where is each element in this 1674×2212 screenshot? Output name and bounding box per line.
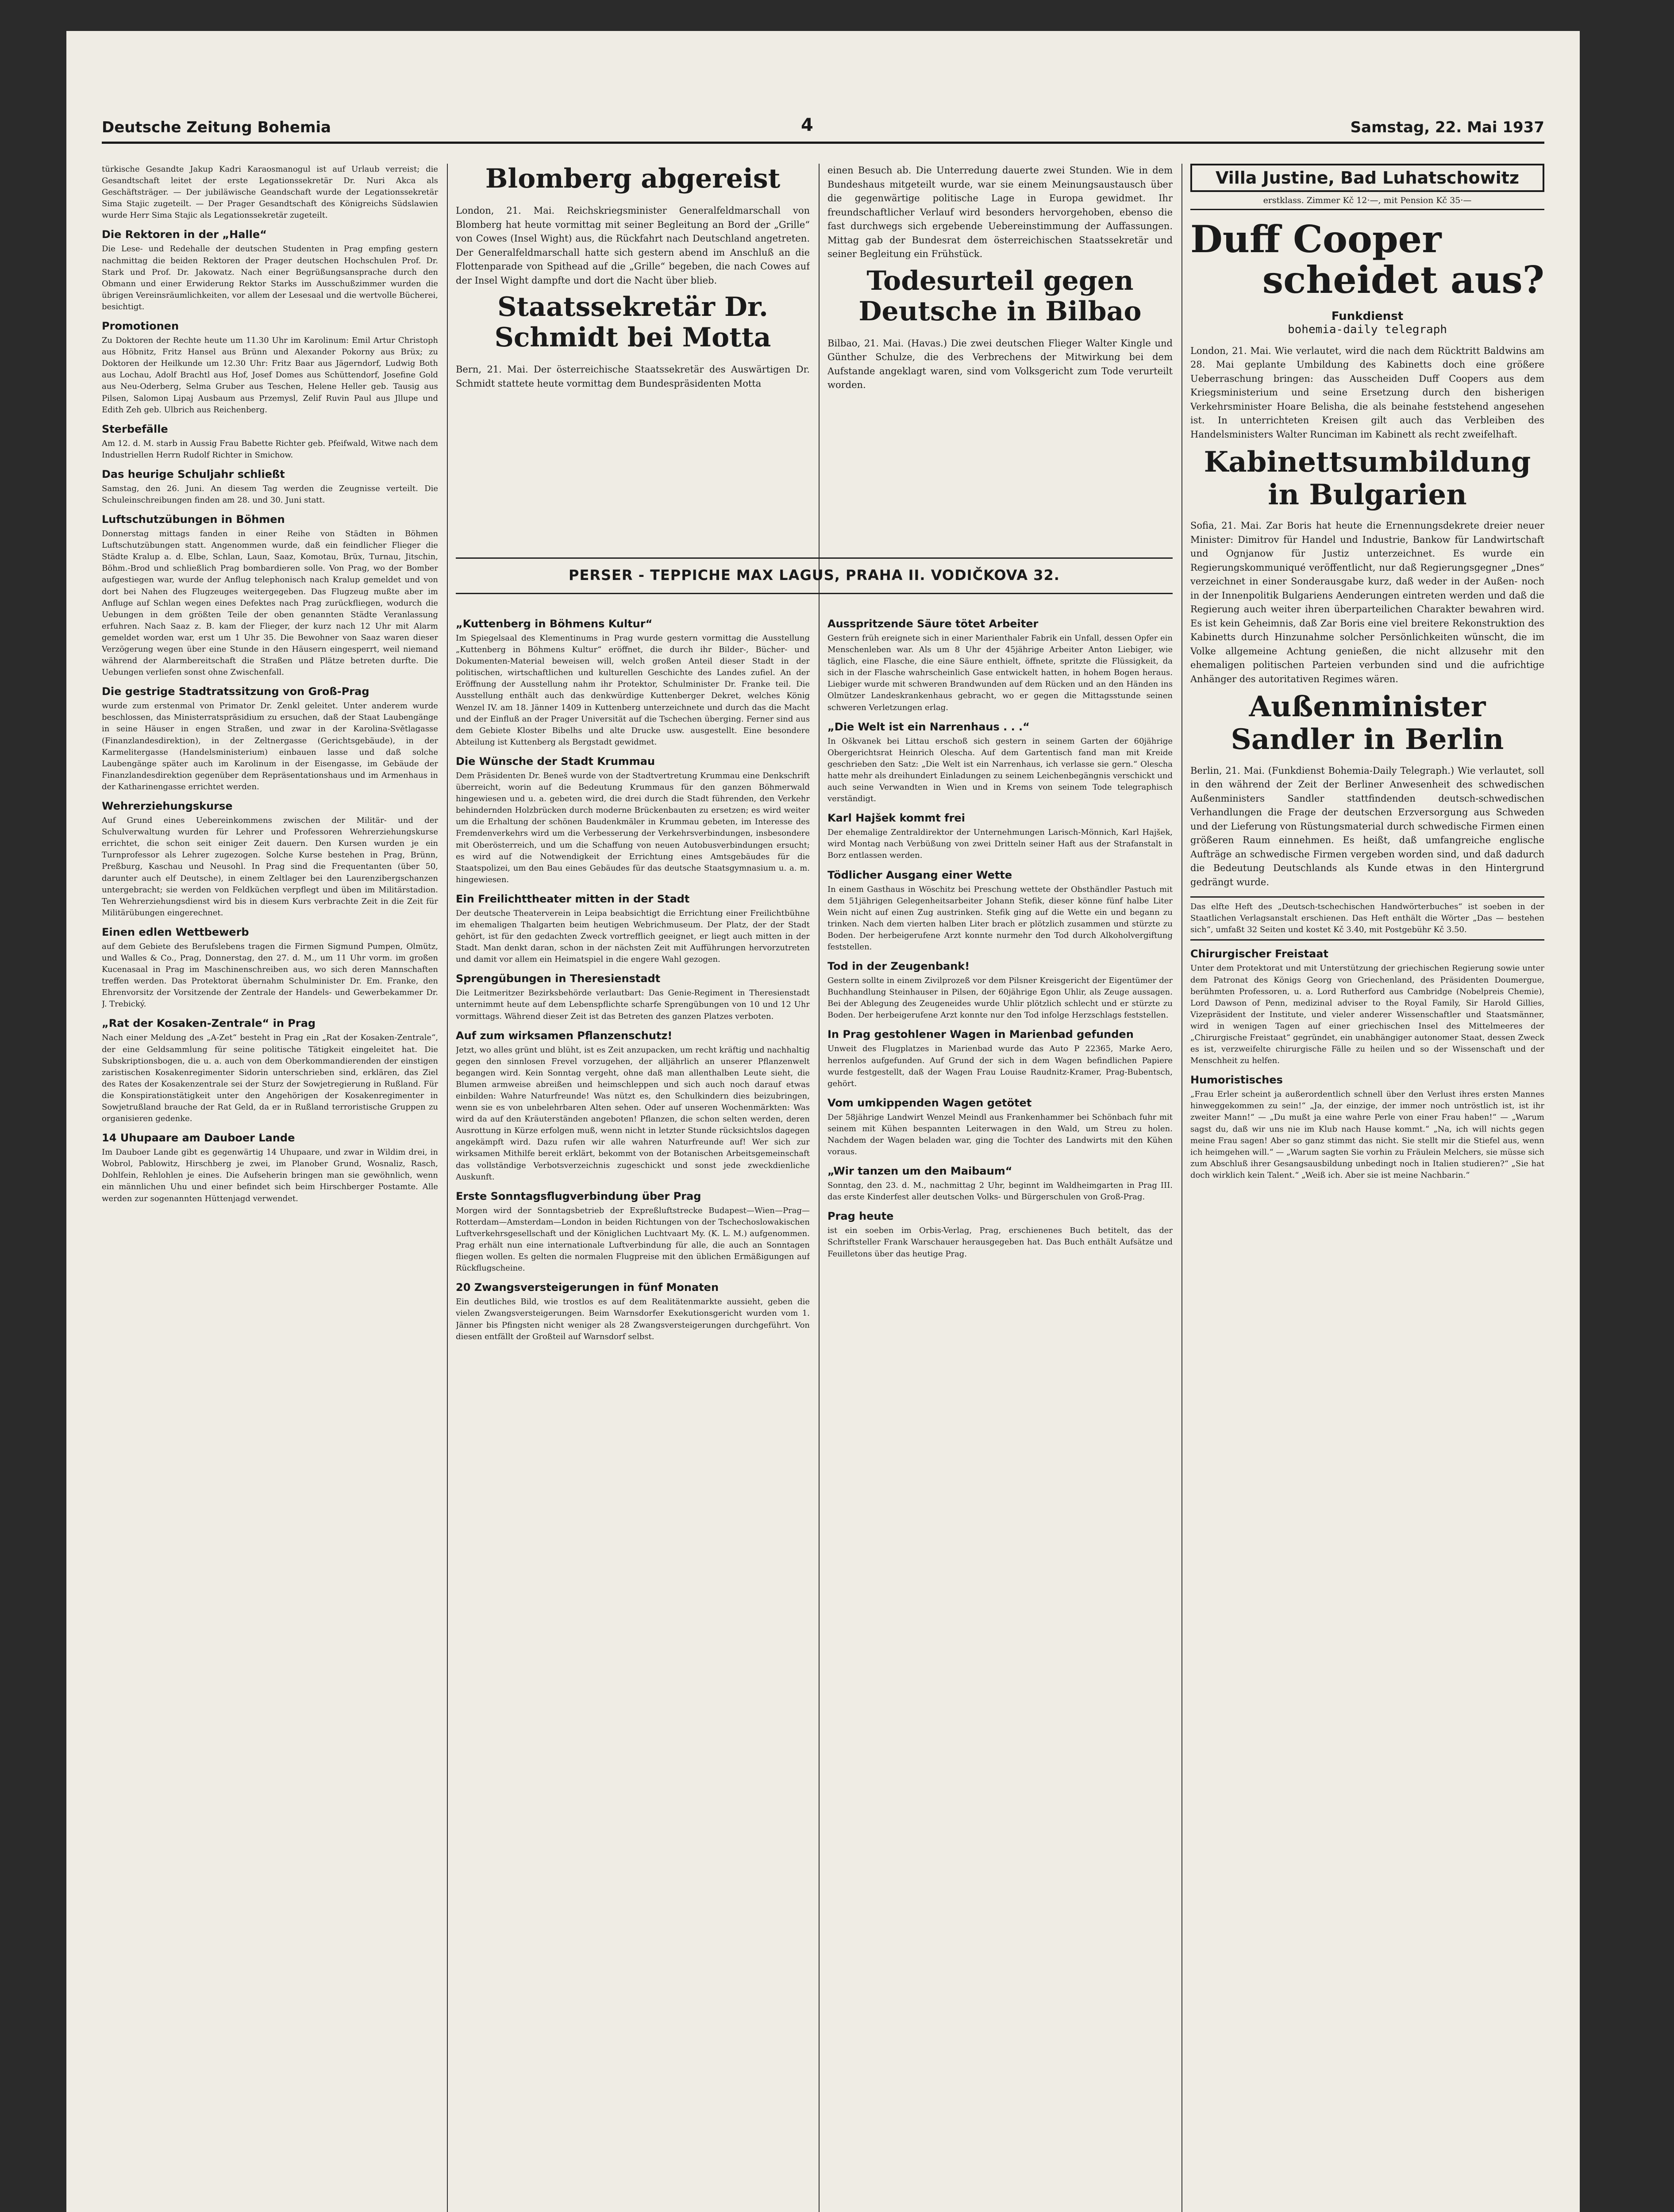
- advertisement-prices: erstklass. Zimmer Kč 12·—, mit Pension Kč 35·—: [1190, 196, 1544, 210]
- article-body: Ein deutliches Bild, wie trostlos es auf dem Realitätenmarkte aussieht, geben die vielen Zwangsversteigerungen. Beim Warnsdorfer Exekutionsgericht wurden vom 1. Jänner bis Pfingsten nicht weniger als 28 Zwangsversteigerungen durchgeführt. Von diesen entfällt der Großteil auf Warnsdorf selbst.: [456, 1297, 810, 1341]
- article-body: Der 58jährige Landwirt Wenzel Meindl aus Frankenhammer bei Schönbach fuhr mit seinem mit Kühen bespannten Leiterwagen in den Wald, um Streu zu holen. Nachdem der Wagen beladen war, ging die Tochter des Landwirts mit den Kühen voraus.: [827, 1112, 1173, 1157]
- headline-bulgarien: Kabinettsumbildung in Bulgarien: [1204, 445, 1531, 511]
- column-4: [1190, 164, 1544, 2212]
- article-body: Der deutsche Theaterverein in Leipa beabsichtigt die Errichtung einer Freilichtbühne im ehemaligen Thalgarten beim heutigen Webrichmuseum. Der Platz, der der Stadt gehört, ist für den gedachten Zweck vortrefflich geeignet, er liegt auch mitten in der Stadt. Man denkt daran, schon in der nächsten Zeit mit Aufführungen hervorzutreten und damit vor allem ein Heimatspiel in die engere Wahl gezogen.: [456, 908, 810, 964]
- article-body: Die Leitmeritzer Bezirksbehörde verlautbart: Das Genie-Regiment in Theresienstadt unternimmt heute auf dem Lebenspflichte scharfe Sprengübungen von 10 und 12 Uhr vormittags. Während dieser Zeit ist das Betreten des ganzen Platzes verboten.: [456, 988, 810, 1021]
- article-body: In Oškvanek bei Littau erschoß sich gestern in seinem Garten der 60jährige Obergerichtsrat Heinrich Olescha. Auf dem Gartentisch fand man mit Kreide geschrieben den Satz: „Die Welt ist ein Narrenhaus, ich verlasse sie gern.“ Olescha hatte mehr als dreihundert Einladungen zu seinem Leichenbegängnis verschickt und auch seine Verwandten in Wien und in Krems von seinem Tode telegraphisch verständigt.: [827, 736, 1173, 804]
- article-body: Unter dem Protektorat und mit Unterstützung der griechischen Regierung sowie unter dem Patronat des Königs Georg von Griechenland, des Präsidenten Doumergue, berühmten Professoren, u. a. Lord Rutherford aus Cambridge (Nobelpreis Chemie), Lord Dawson of Penn, medizinal adviser to the Royal Family, Sir Harold Gillies, Vizepräsident der Institute, und vieler anderer Wissenschaftler und Staatsmänner, wird in wenigen Tagen auf einer griechischen Insel des Mittelmeeres der „Chirurgische Freistaat“ gegründet, ein unabhängiger autonomer Staat, dessen Zweck es ist, verzweifelte chirurgische Fälle zu heilen und so der Wissenschaft und der Menschheit zu helfen.: [1190, 964, 1544, 1066]
- article-heading: Vom umkippenden Wagen getötet: [827, 1096, 1032, 1109]
- column-rule: [1181, 164, 1182, 2212]
- article-heading: Tödlicher Ausgang einer Wette: [827, 868, 1012, 881]
- article-body: Jetzt, wo alles grünt und blüht, ist es Zeit anzupacken, um recht kräftig und nachhaltig gegen den sinnlosen Frevel vorzugehen, der alljährlich an unserer Pflanzenwelt begangen wird. Kein Sonntag vergeht, ohne daß man allenthalben Leute sieht, die Blumen armweise abreißen und heimschleppen und sich auch noch darauf etwas einbilden: Wahre Naturfreunde! Was nützt es, den Schulkindern dies beizubringen, wenn sie es von unbelehrbaren Alten sehen. Oder auf unseren Wochenmärkten: Was wird da auf den Kräuterständen angeboten! Pflanzen, die schon selten werden, deren Ausrottung in Kürze erfolgen muß, wenn nicht in letzter Stunde rücksichtslos dagegen angekämpft wird. Dazu rufen wir alle wahren Naturfreunde auf! Wer sich zur wirksamen Mithilfe bereit erklärt, bekommt von der Botanischen Arbeitsgemeinschaft das vollständige Verbotsverzeichnis zugeschickt und sonst jede zweckdienliche Auskunft.: [456, 1045, 810, 1182]
- headline-line-2: scheidet aus?: [1262, 258, 1544, 302]
- article-body: Gestern sollte in einem Zivilprozeß vor dem Pilsner Kreisgericht der Eigentümer der Buchhandlung Steinhauser in Pilsen, der 60jährige Egon Uhlir, als Zeuge aussagen. Bei der Ablegung des Zeugeneides wurde Uhlir plötzlich schlecht und er stürzte zu Boden. Der herbeigerufene Arzt konnte nur den Tod infolge Herzschlags feststellen.: [827, 976, 1173, 1020]
- headline-todesurteil: Todesurteil gegen Deutsche in Bilbao: [858, 265, 1142, 327]
- article-heading: 14 Uhupaare am Dauboer Lande: [102, 1132, 295, 1144]
- article-body: Nach einer Meldung des „A-Zet“ besteht in Prag ein „Rat der Kosaken-Zentrale“, der eine Geldsammlung für seine politische Tätigkeit eingeleitet hat. Die Subskriptionsbogen, die u. a. auch von dem Oberkommandierenden der einstigen zaristischen Kosakenregimenter Sidorin unterschrieben sind, erklären, das Ziel des Rates der Kosakenzentrale sei der Sturz der Sowjetregierung in Rußland. Für die Konspirationstätigkeit unter den Angehörigen der Kosakenregimenter in Sowjetrußland brauche der Rat Geld, da er in Rußland terroristische Gruppen zu organisieren gedenke.: [102, 1033, 438, 1124]
- article-body: wurde zum erstenmal von Primator Dr. Zenkl geleitet. Unter anderem wurde beschlossen, das Ministerratspräsidium zu ersuchen, daß der Staat Laubengänge in seine Häuser in engen Straßen, und zwar in der Karolina-Světlagasse (Finanzlandesdirektion), in der Zeltnergasse (Gerichtsgebäude), in der Karmelitergasse (Handelsministerium) einbauen lasse und daß solche Laubengänge später auch im Karolinum in der Eisengasse, im Gebäude der Finanzlandesdirektion gegenüber dem Repräsentationshaus und im Armenhaus in der Katharinengasse errichtet werden.: [102, 701, 438, 791]
- article-body: Gestern früh ereignete sich in einer Marienthaler Fabrik ein Unfall, dessen Opfer ein Menschenleben war. Als um 8 Uhr der 45jährige Arbeiter Anton Liebiger, wie täglich, eine Flasche, die eine Säure enthielt, öffnete, spritzte die Flüssigkeit, da sich in der Flasche wahrscheinlich Gase entwickelt hatten, in hohem Bogen heraus. Liebiger wurde mit schweren Brandwunden auf dem Rücken und an den Händen ins Olmützer Landeskrankenhaus gebracht, wo er gegen die Mittagsstunde seinen schweren Verletzungen erlag.: [827, 634, 1173, 712]
- article-heading: Tod in der Zeugenbank!: [827, 960, 970, 973]
- article-body: London, 21. Mai. Reichskriegsminister Generalfeldmarschall von Blomberg hat heute vormittag mit seiner Begleitung an Bord der „Grille“ von Cowes (Insel Wight) aus, die Rückfahrt nach Deutschland angetreten. Der Generalfeldmarschall hatte sich gestern abend im Anschluß an die Flottenparade von Spithead auf die „Grille“ begeben, die nach Cowes auf der Insel Wight dampfte und dort die Nacht über blieb.: [456, 205, 810, 286]
- article-heading: Ein Freilichttheater mitten in der Stadt: [456, 892, 690, 905]
- masthead-paper-name: Deutsche Zeitung Bohemia: [102, 119, 331, 136]
- article-heading: Karl Hajšek kommt frei: [827, 812, 966, 825]
- column-2-bottom: [456, 611, 810, 2212]
- article-heading: Wehrerziehungskurse: [102, 800, 233, 813]
- article-heading: Humoristisches: [1190, 1074, 1283, 1087]
- article-body: Auf Grund eines Uebereinkommens zwischen der Militär- und der Schulverwaltung wurden für Lehrer und Professoren Wehrerziehungskurse errichtet, die schon seit einiger Zeit dauern. Den Kursen wurden je ein Turnprofessor als Lehrer zugezogen. Solche Kurse bestehen in Prag, Brünn, Preßburg, Kaschau und Neusohl. In Prag sind die Frequentanten (über 50, darunter auch elf Deutsche), in einem Zeltlager bei den Laurenzibergschanzen untergebracht; sie werden von Feldküchen verpflegt und üben im Militärstadion. Ten Wehrerziehungsdienst wird bis in diesem Kurs verbrachte Zeit in die Zeit für Militärübungen eingerechnet.: [102, 816, 438, 918]
- article-body: Am 12. d. M. starb in Aussig Frau Babette Richter geb. Pfeifwald, Witwe nach dem Industriellen Herrn Rudolf Richter in Smichow.: [102, 438, 438, 460]
- article-body: „Frau Erler scheint ja außerordentlich schnell über den Verlust ihres ersten Mannes hinweggekommen zu sein!“ „Ja, der einzige, der immer noch untröstlich ist, ist ihr zweiter Mann!“ — „Du mußt ja eine wahre Perle von einer Frau haben!“ — „Warum sagst du, daß wir uns nie im Klub nach Hause kommt.“ „Na, ich will nichts gegen meine Frau sagen! Aber so ganz stimmt das nicht. Sie stellt mir die Stiefel aus, wenn ich heimgehen will.“ — „Warum sagten Sie vorhin zu Fräulein Melchers, sie müsse sich zum Abschluß ihrer Gesangsausbildung unbedingt noch in Italien studieren?“ „Sie hat doch wirklich kein Talent.“ „Weiß ich. Aber sie ist meine Nachbarin.“: [1190, 1090, 1544, 1180]
- article-heading: „Rat der Kosaken-Zentrale“ in Prag: [102, 1017, 316, 1030]
- article-body: Bilbao, 21. Mai. (Havas.) Die zwei deutschen Flieger Walter Kingle und Günther Schulze, die des Verbrechens der Mitwirkung bei dem Aufstande angeklagt waren, sind vom Volksgericht zum Tode verurteilt worden.: [827, 338, 1173, 390]
- article-heading: Sterbefälle: [102, 422, 168, 435]
- article-heading: Die Rektoren in der „Halle“: [102, 228, 267, 241]
- article-heading: Prag heute: [827, 1210, 894, 1223]
- article-heading: Einen edlen Wettbewerb: [102, 926, 249, 938]
- column-3-bottom: [827, 611, 1173, 2212]
- advertisement-strip: PERSER - TEPPICHE MAX LAGUS, PRAHA II. VODIČKOVA 32.: [569, 567, 1060, 584]
- headline-blomberg: Blomberg abgereist: [485, 164, 781, 194]
- article-heading: 20 Zwangsversteigerungen in fünf Monaten: [456, 1281, 719, 1294]
- headline-line-1: Duff Cooper: [1190, 217, 1442, 261]
- headline-schmidt-motta: Staatssekretär Dr. Schmidt bei Motta: [494, 292, 771, 353]
- masthead-date: Samstag, 22. Mai 1937: [1350, 119, 1544, 136]
- article-body: Unweit des Flugplatzes in Marienbad wurde das Auto P 22365, Marke Aero, herrenlos aufgefunden. Auf Grund der sich in dem Wagen befindlichen Papiere wurde festgestellt, daß der Wagen Frau Louise Raudnitz-Kramer, Prag-Bubentsch, gehört.: [827, 1044, 1173, 1088]
- kicker-telegraph: bohemia-daily telegraph: [1287, 323, 1447, 336]
- headline-duff-cooper: [1190, 219, 1544, 301]
- article-body: einen Besuch ab. Die Unterredung dauerte zwei Stunden. Wie in dem Bundeshaus mitgeteilt wurde, war sie einem Meinungsaustausch über die gegenwärtige politische Lage in Europa gewidmet. Ihr freundschaftlicher Verlauf wird besonders hervorgehoben, ebenso die fast durchwegs sich ergebende Uebereinstimmung der Auffassungen. Mittag gab der Bundesrat dem österreichischen Staatssekretär und seiner Begleitung ein Frühstück.: [827, 165, 1173, 259]
- article-heading: Luftschutzübungen in Böhmen: [102, 513, 285, 526]
- headline-sandler: Außenminister Sandler in Berlin: [1231, 690, 1504, 757]
- masthead-page-number: 4: [801, 115, 813, 135]
- column-2-top: [456, 164, 810, 553]
- article-heading: Erste Sonntagsflugverbindung über Prag: [456, 1190, 701, 1202]
- article-body: Im Dauboer Lande gibt es gegenwärtig 14 Uhupaare, und zwar in Wildim drei, in Wobrol, Pablowitz, Hirschberg je zwei, im Planober Grund, Wosnaliz, Rasch, Dohlfein, Rehlohlen je eines. Die Aufseherin bringen man sie gewöhnlich, wenn ein männlichen Uhu und einer befindet sich beim Hirschberger Postamte. Alle werden zur sogenannten Hüttenjagd verwendet.: [102, 1148, 438, 1203]
- column-rule: [447, 164, 448, 2212]
- article-heading: Chirurgischer Freistaat: [1190, 948, 1328, 960]
- article-body: London, 21. Mai. Wie verlautet, wird die nach dem Rücktritt Baldwins am 28. Mai geplante Umbildung des Kabinetts doch eine größere Ueberraschung bringen: das Ausscheiden Duff Coopers aus dem Kriegsministerium und seine Ersetzung durch den bisherigen Verkehrsminister Hoare Belisha, die als beinahe feststehend angesehen ist. In unterrichteten Kreisen gilt auch das Verbleiben des Handelsministers Walter Runciman im Kabinett als recht zweifelhaft.: [1190, 345, 1544, 440]
- article-body: Der ehemalige Zentraldirektor der Unternehmungen Larisch-Mönnich, Karl Hajšek, wird Montag nach Verbüßung von zwei Dritteln seiner Haft aus der Strafanstalt in Borz entlassen werden.: [827, 828, 1173, 860]
- article-body: Im Spiegelsaal des Klementinums in Prag wurde gestern vormittag die Ausstellung „Kuttenberg in Böhmens Kultur“ eröffnet, die durch ihr Bilder-, Bücher- und Dokumenten-Material beweisen will, welch großen Anteil dieser Stadt in der politischen, wirtschaftlichen und kulturellen Geschichte des Landes zufiel. An der Eröffnung der Ausstellung nahm ihr Protektor, Schulminister Dr. Franke teil. Die Ausstellung enthält auch das denkwürdige Kuttenberger Dekret, welches König Wenzel IV. am 18. Jänner 1409 in Kuttenberg unterzeichnete und durch das die Macht und der Einfluß an der Prager Universität auf die Tschechen überging. Ferner sind aus dem Gebiete Kloster Bibelhs und alte Drucke usw. ausgestellt. Eine besondere Abteilung ist Kuttenberg als Bergstadt gewidmet.: [456, 634, 810, 747]
- newspaper-page: [66, 31, 1580, 2212]
- article-body: Dem Präsidenten Dr. Beneš wurde von der Stadtvertretung Krummau eine Denkschrift überreicht, worin auf die Bedeutung Krummaus für den ganzen Böhmerwald hingewiesen und u. a. gebeten wird, die drei durch die Stadt führenden, den Verkehr behindernden Holzbrücken durch moderne Brückenbauten zu ersetzen; es wird weiter um die Erhaltung der schönen Baudenkmäler in Krummau gebeten, im Interesse des Fremdenverkehrs wird um die Verbesserung der Verkehrsverbindungen, insbesondere mit Oberösterreich, und um die Schaffung von neuen Autobusverbindungen ersucht; es wird auf die Notwendigkeit der Errichtung eines Amtsgebäudes für die Staatspolizei, um den Bau eines Gebäudes für das deutsche Staatsgymnasium u. a. m. hingewiesen.: [456, 771, 810, 884]
- column-rule: [819, 164, 820, 2212]
- article-body: Samstag, den 26. Juni. An diesem Tag werden die Zeugnisse verteilt. Die Schuleinschreibungen finden am 28. und 30. Juni statt.: [102, 484, 438, 505]
- article-heading: „Die Welt ist ein Narrenhaus . . .“: [827, 720, 1030, 733]
- article-body: ist ein soeben im Orbis-Verlag, Prag, erschienenes Buch betitelt, das der Schriftsteller Frank Warschauer herausgegeben hat. Das Buch enthält Aufsätze und Feuilletons über das heutige Prag.: [827, 1226, 1173, 1259]
- kicker-funkdienst: Funkdienst: [1331, 309, 1404, 323]
- notice-handwoerterbuch: Das elfte Heft des „Deutsch-tschechischen Handwörterbuches“ ist soeben in der Staatlichen Verlagsanstalt erschienen. Das Heft enthält die Wörter „Das — bestehen sich“, umfaßt 32 Seiten und kostet Kč 3.40, mit Postgebühr Kč 3.50.: [1190, 896, 1544, 941]
- column-1: [102, 164, 438, 2212]
- masthead: [102, 115, 1544, 144]
- article-intro: türkische Gesandte Jakup Kadri Karaosmanogul ist auf Urlaub verreist; die Gesandtschaft leitet der erste Legationssekretär Dr. Nuri Akca als Geschäftsträger. — Der jubiläwische Geandschaft wurde der Legationssekretär Sima Stajic zugeteilt. — Der Prager Gesandtschaft des Königreichs Südslawien wurde Herr Sima Stajic als Legationssekretär zugeteilt.: [102, 165, 438, 220]
- advertisement-villa-justine: Villa Justine, Bad Luhatschowitz: [1190, 164, 1544, 192]
- column-3-top: [827, 164, 1173, 553]
- article-heading: Die gestrige Stadtratssitzung von Groß-Prag: [102, 685, 369, 698]
- article-heading: Das heurige Schuljahr schließt: [102, 468, 285, 480]
- article-body: Morgen wird der Sonntagsbetrieb der Expreßluftstrecke Budapest—Wien—Prag—Rotterdam—Amsterdam—London in beiden Richtungen von der Tschechoslowakischen Luftverkehrsgesellschaft und der Königlichen Luchtvaart My. (K. L. M.) aufgenommen. Prag erhält nun eine internationale Luftverbindung für alle, die auch an Sonntagen fliegen wollen. Es gelten die normalen Flugpreise mit den üblichen Ermäßigungen auf Rückflugscheine.: [456, 1206, 810, 1273]
- article-heading: Promotionen: [102, 320, 179, 333]
- article-body: Donnerstag mittags fanden in einer Reihe von Städten in Böhmen Luftschutzübungen statt. Angenommen wurde, daß ein feindlicher Flieger die Städte Kralup a. d. Elbe, Schlan, Laun, Saaz, Komotau, Brüx, Turnau, Jitschin, Böhm.-Brod und schließlich Prag bombardieren solle. Von Prag, wo der Bomber aufgestiegen war, wurde der Anflug telephonisch nach Kralup gemeldet und von dort bei Nahen des Flugzeuges weitergegeben. Das Flugzeug mußte aber im Anfluge auf Schlan wegen eines Defektes nach Prag zurückfliegen, wodurch die Uebungen in dem größten Teile der oben genannten Städte Veranlassung erfuhren. Nach Saaz z. B. kam der Flieger, der kurz nach 12 Uhr mit Alarm gemeldet worden war, erst um 1 Uhr 35. Die Bewohner von Saaz waren dieser Verzögerung wegen über eine Stunde in den Häusern eingesperrt, weil niemand während der Alarmbereitschaft die Straßen und Plätze betreten durfte. Die Uebungen verliefen sonst ohne Zwischenfall.: [102, 529, 438, 677]
- article-body: Die Lese- und Redehalle der deutschen Studenten in Prag empfing gestern nachmittag die beiden Rektoren der Prager deutschen Hochschulen Prof. Dr. Stark und Prof. Dr. Jakowatz. Nach einer Begrüßungsansprache durch den Obmann und einer Erwiderung Rektor Starks im Ausschußzimmer wurden die übrigen Vereinsräumlichkeiten, vor allem der Lesesaal und die wertvolle Bücherei, besichtigt.: [102, 244, 438, 311]
- article-body: Berlin, 21. Mai. (Funkdienst Bohemia-Daily Telegraph.) Wie verlautet, soll in den während der Zeit der Berliner Anwesenheit des schwedischen Außenministers Sandler stattfindenden deutsch-schwedischen Verhandlungen die Frage der deutschen Erzversorgung aus Schweden und der Lieferung von Rüstungsmaterial durch schwedische Firmen einen größeren Raum einnehmen. Es heißt, daß umfangreiche englische Aufträge an schwedische Firmen vergeben worden sind, und daß dadurch die Bedeutung Deutschlands als Kunde etwas in den Hintergrund gedrängt wurde.: [1190, 765, 1544, 887]
- section-rule: [456, 557, 1173, 559]
- article-body: Sonntag, den 23. d. M., nachmittag 2 Uhr, beginnt im Waldheimgarten in Prag III. das erste Kinderfest aller deutschen Volks- und Bürgerschulen von Groß-Prag.: [827, 1181, 1173, 1202]
- article-heading: „Kuttenberg in Böhmens Kultur“: [456, 618, 653, 630]
- article-body: Bern, 21. Mai. Der österreichische Staatssekretär des Auswärtigen Dr. Schmidt stattete heute vormittag dem Bundespräsidenten Motta: [456, 364, 810, 389]
- article-body: Zu Doktoren der Rechte heute um 11.30 Uhr im Karolinum: Emil Artur Christoph aus Höbnitz, Fritz Hansel aus Brünn und Alexander Pokorny aus Brüx; zu Doktoren der Heilkunde um 12.30 Uhr: Fritz Baar aus Jägerndorf, Ludwig Both aus Lochau, Adolf Brachtl aus Hof, Josef Domes aus Schüttendorf, Josefine Gold aus Neu-Oderberg, Selma Gruber aus Teschen, Helene Heller geb. Tausig aus Pilsen, Salomon Lipaj Ausbaum aus Przemysl, Zelif Ruvin Paul aus Jllupe und Edith Zeh geb. Ulbrich aus Reichenberg.: [102, 336, 438, 415]
- article-heading: Sprengübungen in Theresienstadt: [456, 972, 661, 985]
- article-body: Sofia, 21. Mai. Zar Boris hat heute die Ernennungsdekrete dreier neuer Minister: Dimitrov für Handel und Industrie, Bankow für Landwirtschaft und Ognjanow für Justiz unterzeichnet. Es wurde ein Regierungskommuniqué veröffentlicht, nur daß Regierungsgegner „Dnes“ verzeichnet in einer Sonderausgabe kurz, daß weder in der Außen- noch in der Innenpolitik Bulgariens Aenderungen eintreten werden und daß die Regierung auch weiter ihren überparteilichen Charakter bewahren wird. Es ist kein Geheimnis, daß Zar Boris eine viel breitere Rekonstruktion des Kabinetts durch Hinzunahme solcher Persönlichkeiten wünscht, die im Volke allgemeine Achtung genießen, die nicht allzusehr mit den ehemaligen politischen Parteien verbunden sind und die aufrichtige Anhänger des autoritativen Regimes wären.: [1190, 520, 1544, 684]
- article-heading: In Prag gestohlener Wagen in Marienbad gefunden: [827, 1028, 1134, 1041]
- article-heading: Auf zum wirksamen Pflanzenschutz!: [456, 1029, 673, 1042]
- article-heading: Die Wünsche der Stadt Krummau: [456, 755, 655, 768]
- section-rule: [456, 593, 1173, 594]
- article-heading: „Wir tanzen um den Maibaum“: [827, 1165, 1012, 1178]
- article-heading: Ausspritzende Säure tötet Arbeiter: [827, 618, 1039, 630]
- article-body: In einem Gasthaus in Wöschitz bei Preschung wettete der Obsthändler Pastuch mit dem 51jährigen Gelegenheitsarbeiter Johann Stefik, dieser könne fünf halbe Liter Wein nicht auf einen Zug austrinken. Stefik ging auf die Wette ein und begann zu trinken. Nach dem vierten halben Liter brach er plötzlich zusammen und stürzte zu Boden. Der herbeigerufene Arzt konnte nurmehr den Tod durch Alkoholvergiftung feststellen.: [827, 884, 1173, 952]
- article-body: auf dem Gebiete des Berufslebens tragen die Firmen Sigmund Pumpen, Olmütz, und Walles & Co., Prag, Donnerstag, den 27. d. M., um 11 Uhr vorm. im großen Kucenasaal in Prag im Maschinenschreiben aus, wo sich deren Mannschaften treffen werden. Das Protektorat übernahm Schulminister Dr. Em. Franke, den Ehrenvorsitz der Vorsitzende der Zentrale der Handels- und Gewerbekammer Dr. J. Trebický.: [102, 941, 438, 1009]
